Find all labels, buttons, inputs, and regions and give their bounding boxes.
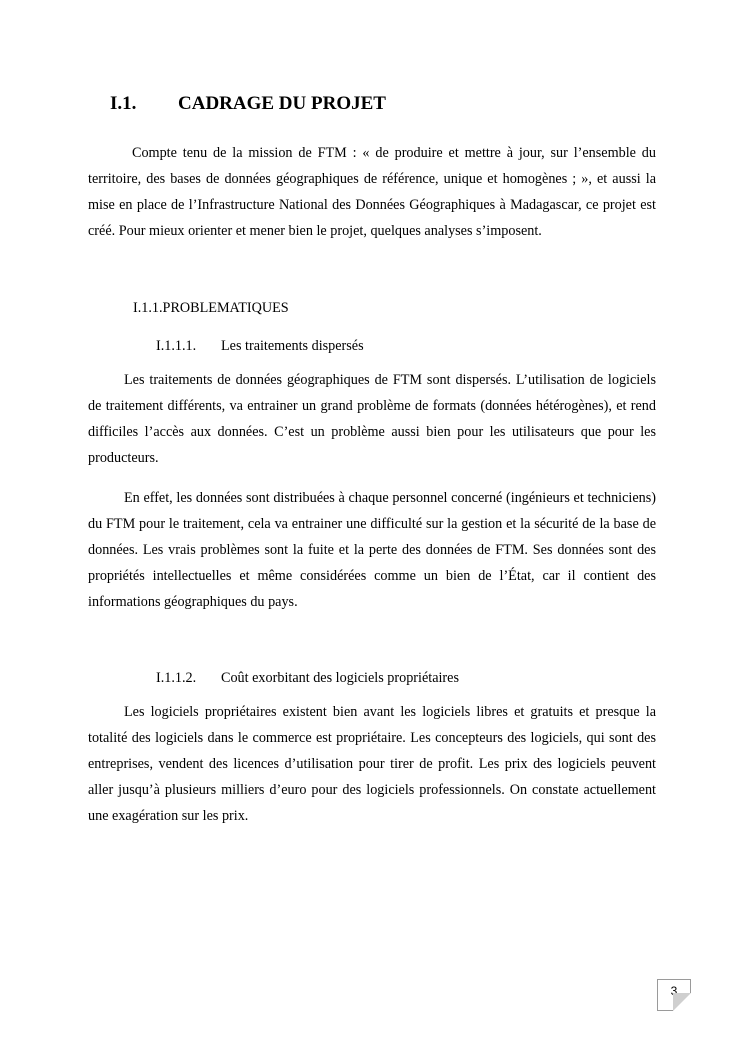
item-number-2: I.1.1.2.: [156, 670, 197, 686]
item-heading-1: [156, 338, 364, 355]
page-number-box: [657, 979, 691, 1011]
paragraph-1-2: En effet, les données sont distribuées à chaque personnel concerné (ingénieurs et techniciens) du FTM pour le traitement, cela va entrainer une difficulté sur la gestion et la sécurité de la base de données. Les vrais problèmes sont la fuite et la perte des données de FTM. Ses données sont des propriétés intellectuelles et même considérées comme un bien de l’État, car il contient des informations géographiques du pays.: [88, 490, 656, 610]
section-title: CADRAGE DU PROJET: [178, 93, 386, 114]
intro-paragraph: Compte tenu de la mission de FTM : « de produire et mettre à jour, sur l’ensemble du territoire, des bases de données géographiques de référence, unique et homogènes ; », et aussi la mise en place de l’Infrastructure National des Données Géographiques à Madagascar, ce projet est créé. Pour mieux orienter et mener bien le projet, quelques analyses s’imposent.: [88, 145, 656, 239]
subsection-heading: I.1.1.PROBLEMATIQUES: [133, 300, 289, 316]
page-curl-icon: [673, 993, 691, 1011]
item-number-1: I.1.1.1.: [156, 338, 197, 354]
item-heading-2: [156, 670, 459, 687]
item-title-2: Coût exorbitant des logiciels propriétaires: [221, 670, 459, 686]
page-number: 3: [670, 984, 678, 998]
paragraph-2-1: Les logiciels propriétaires existent bien avant les logiciels libres et gratuits et presque la totalité des logiciels dans le commerce est propriétaire. Les concepteurs des logiciels, qui sont des entreprises, vendent des licences d’utilisation pour tirer de profit. Les prix des logiciels peuvent aller jusqu’à plusieurs milliers d’euro pour des logiciels professionnels. On constate actuellement une exagération sur les prix.: [88, 704, 656, 824]
section-heading: [110, 93, 386, 115]
paragraph-1-1: Les traitements de données géographiques de FTM sont dispersés. L’utilisation de logiciels de traitement différents, va entrainer un grand problème de formats (données hétérogènes), et rend difficiles l’accès aux données. C’est un problème aussi bien pour les utilisateurs que pour les producteurs.: [88, 372, 656, 466]
item-title-1: Les traitements dispersés: [221, 338, 364, 354]
section-number: I.1.: [110, 93, 137, 114]
